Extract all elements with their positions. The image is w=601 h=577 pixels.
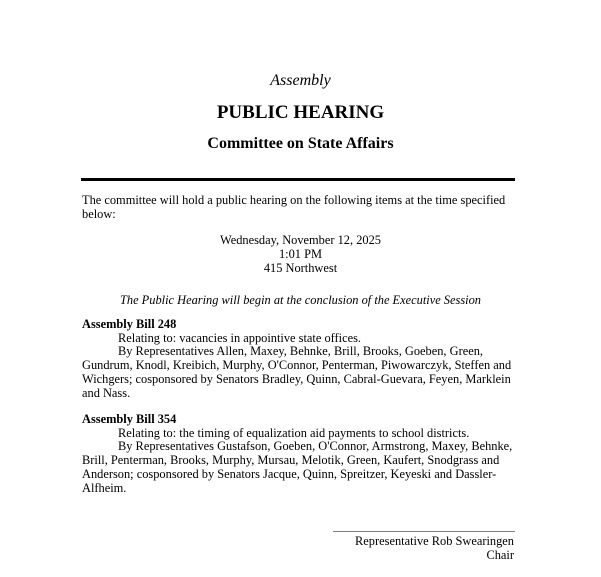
bill-title: Assembly Bill 248 [82, 317, 177, 331]
bill-relating: Relating to: vacancies in appointive state offices. [118, 330, 362, 345]
intro-paragraph: The committee will hold a public hearing on the following items at the time specified below: [82, 193, 506, 221]
signature-block [300, 534, 514, 562]
chamber-label: Assembly [270, 72, 331, 89]
hearing-location: 415 Northwest [263, 261, 338, 275]
bill-relating: Relating to: the timing of equalization aid payments to school districts. [118, 425, 470, 440]
hearing-schedule [0, 233, 601, 275]
committee-name: Committee on State Affairs [207, 135, 394, 152]
header-divider [81, 178, 515, 181]
bill-sponsors: By Representatives Allen, Maxey, Behnke, Brill, Brooks, Goeben, Green, Gundrum, Knodl, Kreibich, Murphy, O'Connor, Penterman, Piwowarczyk, Steffen and Wichgers; cosponsored by Senators Bradley, Quinn, Cabral-Guevara, Feyen, Marklein and Nass. [82, 344, 512, 400]
session-note: The Public Hearing will begin at the conclusion of the Executive Session [120, 293, 481, 307]
hearing-date: Wednesday, November 12, 2025 [220, 233, 381, 247]
bill-title: Assembly Bill 354 [82, 412, 177, 426]
bill-item [82, 318, 516, 400]
signature-role: Chair [486, 548, 514, 562]
document-title: PUBLIC HEARING [216, 102, 385, 123]
bill-sponsors: By Representatives Gustafson, Goeben, O'Connor, Armstrong, Maxey, Behnke, Brill, Penterman, Brooks, Murphy, Mursau, Melotik, Green, Kaufert, Snodgrass and Anderson; cosponsored by Senators Jacque, Quinn, Spreitzer, Keyeski and Dassler-Alfheim. [82, 439, 513, 495]
hearing-time: 1:01 PM [278, 247, 323, 261]
bill-item [82, 413, 516, 495]
signature-name: Representative Rob Swearingen [355, 534, 514, 548]
signature-line [333, 531, 515, 532]
